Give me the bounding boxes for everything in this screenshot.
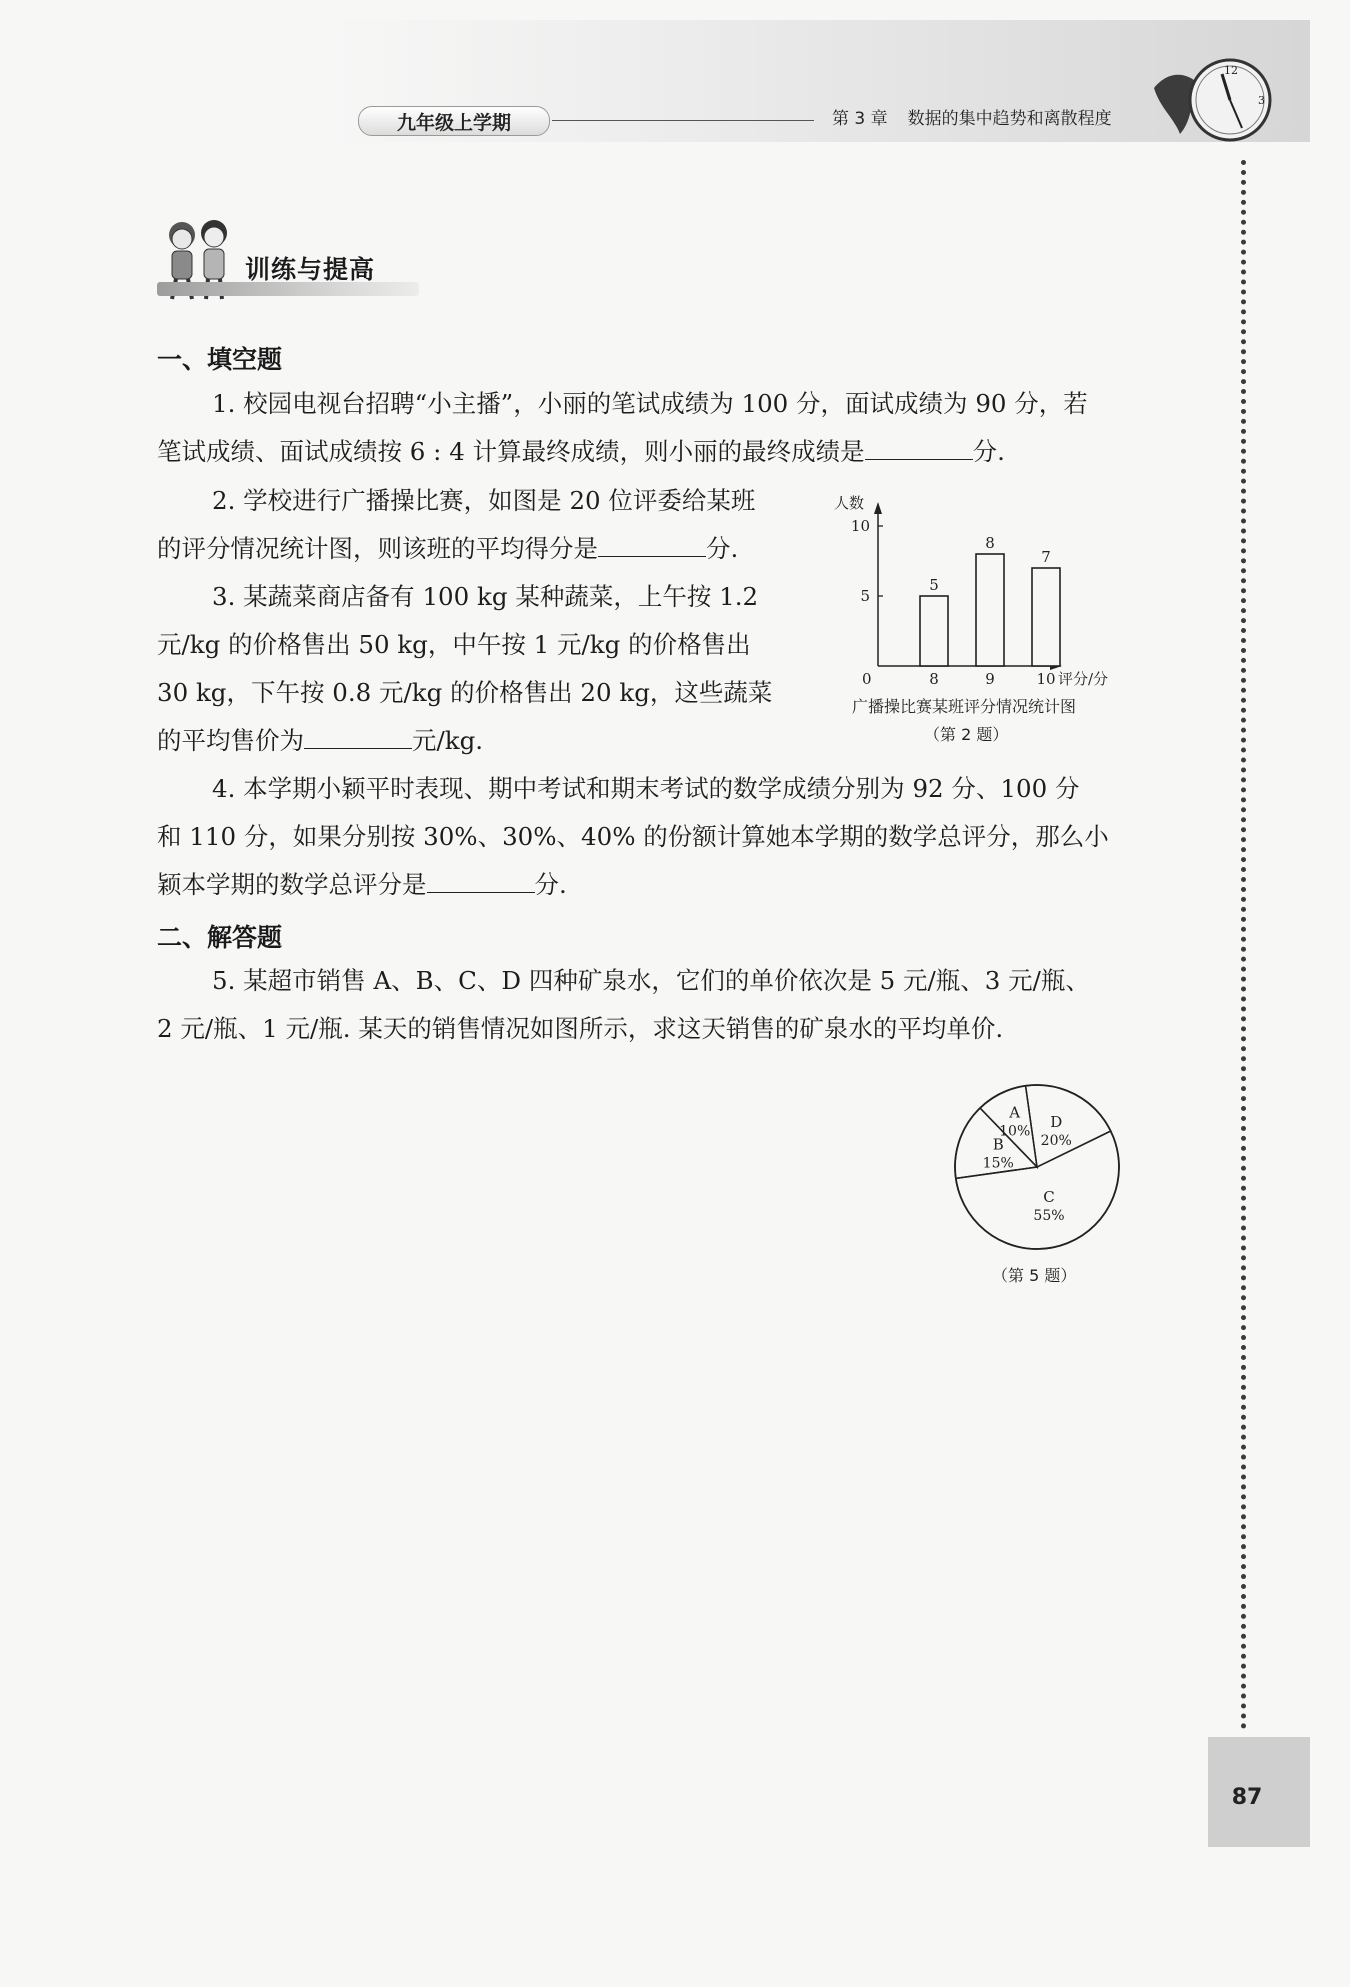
bar <box>1032 568 1060 666</box>
q3-text: 的平均售价为 <box>157 726 304 755</box>
bar-chart <box>822 488 1132 688</box>
svg-text:12: 12 <box>1224 64 1238 77</box>
x-axis-label: 评分/分 <box>1058 670 1109 688</box>
bar-value-label: 5 <box>929 576 939 594</box>
origin-label: 0 <box>862 670 872 688</box>
heading-answer: 二、解答题 <box>157 923 283 952</box>
pie-slice-percent: 15% <box>982 1155 1014 1172</box>
dotted-margin-rule <box>1241 160 1246 1730</box>
q1-answer-blank[interactable] <box>865 433 973 460</box>
page-number: 87 <box>1231 1785 1263 1810</box>
y-axis-arrow <box>874 502 882 514</box>
q2-line1: 2. 学校进行广播操比赛，如图是 20 位评委给某班 <box>212 486 756 515</box>
chapter-title <box>832 104 1112 129</box>
q1-text: 笔试成绩、面试成绩按 6 : 4 计算最终成绩，则小丽的最终成绩是 <box>157 437 865 466</box>
q1-unit: 分. <box>972 437 1005 466</box>
pie-slice-label: C <box>1043 1188 1055 1207</box>
pie-slice-label: A <box>1009 1103 1021 1122</box>
bar <box>976 554 1004 666</box>
q2-unit: 分. <box>706 534 739 563</box>
q3-line4 <box>157 717 483 765</box>
q1-line2 <box>157 428 1005 476</box>
bar-value-label: 7 <box>1041 548 1051 566</box>
chapter-name: 数据的集中趋势和离散程度 <box>907 109 1112 129</box>
bar-chart-title: 广播操比赛某班评分情况统计图 <box>852 697 1077 716</box>
q3-line3: 30 kg，下午按 0.8 元/kg 的价格售出 20 kg，这些蔬菜 <box>157 678 773 707</box>
y-tick-label: 5 <box>860 587 870 605</box>
grade-label <box>358 106 550 136</box>
q4-line3 <box>157 861 567 909</box>
clock-icon <box>1150 48 1280 148</box>
chapter-number: 第 3 章 <box>832 109 888 129</box>
header-rule <box>552 120 814 121</box>
x-tick-label: 8 <box>929 670 939 688</box>
heading-fill-blank: 一、填空题 <box>157 345 283 374</box>
q3-answer-blank[interactable] <box>304 722 412 749</box>
q4-line1: 4. 本学期小颖平时表现、期中考试和期末考试的数学成绩分别为 92 分、100 分 <box>212 774 1080 803</box>
pie-slice-percent: 55% <box>1033 1208 1065 1225</box>
pie-chart <box>942 1072 1132 1262</box>
x-tick-label: 9 <box>985 670 995 688</box>
q3-unit: 元/kg. <box>412 726 484 755</box>
y-tick-label: 10 <box>850 517 870 535</box>
bar-chart-caption: （第 2 题） <box>924 725 1009 744</box>
q1-line1: 1. 校园电视台招聘“小主播”，小丽的笔试成绩为 100 分，面试成绩为 90 分，若 <box>212 389 1088 418</box>
pie-slice-label: D <box>1050 1112 1063 1131</box>
q4-unit: 分. <box>534 870 567 899</box>
q3-line1: 3. 某蔬菜商店备有 100 kg 某种蔬菜，上午按 1.2 <box>212 582 759 611</box>
svg-text:3: 3 <box>1258 94 1265 107</box>
section-banner-title: 训练与提高 <box>245 255 376 284</box>
bar <box>920 596 948 666</box>
q2-answer-blank[interactable] <box>598 530 706 557</box>
grade-text: 九年级上学期 <box>396 111 511 134</box>
pie-slice-label: B <box>992 1135 1004 1154</box>
q2-line2 <box>157 525 738 573</box>
q3-line2: 元/kg 的价格售出 50 kg，中午按 1 元/kg 的价格售出 <box>157 630 751 659</box>
pie-chart-caption: （第 5 题） <box>992 1266 1077 1285</box>
x-tick-label: 10 <box>1036 670 1056 688</box>
q5-line2: 2 元/瓶、1 元/瓶. 某天的销售情况如图所示，求这天销售的矿泉水的平均单价. <box>157 1014 1004 1043</box>
q4-text: 颖本学期的数学总评分是 <box>157 870 427 899</box>
pie-slice-percent: 10% <box>999 1123 1031 1140</box>
bar-value-label: 8 <box>985 534 995 552</box>
y-axis-label: 人数 <box>834 494 865 512</box>
q5-line1: 5. 某超市销售 A、B、C、D 四种矿泉水，它们的单价依次是 5 元/瓶、3 元/瓶、 <box>212 966 1090 995</box>
q4-line2: 和 110 分，如果分别按 30%、30%、40% 的份额计算她本学期的数学总评分，那么小 <box>157 822 1109 851</box>
q2-text: 的评分情况统计图，则该班的平均得分是 <box>157 534 598 563</box>
q4-answer-blank[interactable] <box>427 866 535 893</box>
pie-slice-percent: 20% <box>1040 1132 1072 1149</box>
